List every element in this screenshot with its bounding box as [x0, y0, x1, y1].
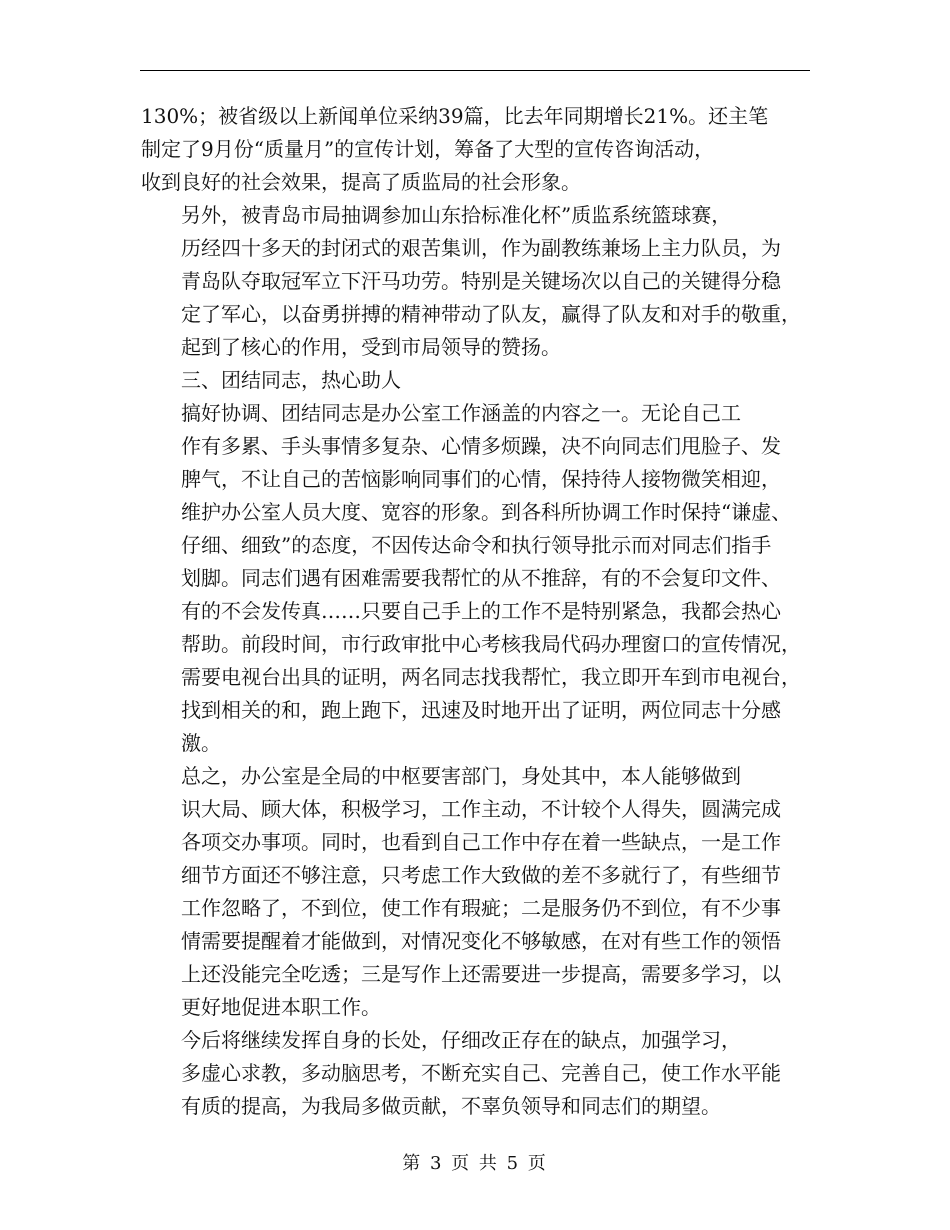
- text-line: 找到相关的和，跑上跑下，迅速及时地开出了证明，两位同志十分感: [181, 698, 781, 722]
- paragraph: [141, 1024, 811, 1123]
- text-line: 工作忽略了，不到位，使工作有瑕疵；二是服务仍不到位，有不少事: [181, 896, 781, 920]
- text-line: 历经四十多天的封闭式的艰苦集训，作为副教练兼场上主力队员，为: [181, 236, 781, 260]
- paragraph: [141, 397, 811, 760]
- page-number: 第 3 页 共 5 页: [402, 1153, 548, 1174]
- paragraph: [141, 364, 811, 397]
- text-line: 另外，被青岛市局抽调参加山东拾标准化杯”质监系统篮球赛，: [181, 203, 732, 227]
- text-line: 定了军心，以奋勇拼搏的精神带动了队友，赢得了队友和对手的敬重，: [181, 302, 801, 326]
- text-line: 作有多累、手头事情多复杂、心情多烦躁，决不向同志们甩脸子、发: [181, 434, 781, 458]
- paragraph: [141, 100, 811, 199]
- text-line: 总之，办公室是全局的中枢要害部门，身处其中，本人能够做到: [181, 764, 741, 788]
- text-line: 细节方面还不够注意，只考虑工作大致做的差不多就行了，有些细节: [181, 863, 781, 887]
- text-line: 三、团结同志，热心助人: [181, 368, 401, 392]
- document-body: [141, 100, 811, 1123]
- text-line: 维护办公室人员大度、宽容的形象。到各科所协调工作时保持“谦虚、: [181, 500, 792, 524]
- text-line: 更好地促进本职工作。: [181, 995, 381, 1019]
- header-rule: [140, 70, 810, 71]
- text-line: 情需要提醒着才能做到，对情况变化不够敏感，在对有些工作的领悟: [181, 929, 781, 953]
- text-line: 上还没能完全吃透；三是写作上还需要进一步提高，需要多学习，以: [181, 962, 781, 986]
- text-line: 各项交办事项。同时，也看到自己工作中存在着一些缺点，一是工作: [181, 830, 781, 854]
- text-line: 识大局、顾大体，积极学习，工作主动，不计较个人得失，圆满完成: [181, 797, 781, 821]
- text-line: 激。: [181, 731, 221, 755]
- text-line: 制定了9月份“质量月”的宣传计划，筹备了大型的宣传咨询活动，: [141, 137, 715, 161]
- paragraph: [141, 199, 811, 364]
- text-line: 有质的提高，为我局多做贡献，不辜负领导和同志们的期望。: [181, 1094, 721, 1118]
- text-line: 搞好协调、团结同志是办公室工作涵盖的内容之一。无论自己工: [181, 401, 741, 425]
- paragraph: [141, 760, 811, 1024]
- text-line: 起到了核心的作用，受到市局领导的赞扬。: [181, 335, 561, 359]
- text-line: 多虚心求教，多动脑思考，不断充实自己、完善自己，使工作水平能: [181, 1061, 781, 1085]
- text-line: 帮助。前段时间，市行政审批中心考核我局代码办理窗口的宣传情况，: [181, 632, 801, 656]
- text-line: 130%；被省级以上新闻单位采纳39篇，比去年同期增长21%。还主笔: [141, 104, 769, 128]
- text-line: 需要电视台出具的证明，两名同志找我帮忙，我立即开车到市电视台，: [181, 665, 801, 689]
- text-line: 划脚。同志们遇有困难需要我帮忙的从不推辞，有的不会复印文件、: [181, 566, 781, 590]
- text-line: 脾气，不让自己的苦恼影响同事们的心情，保持待人接物微笑相迎，: [181, 467, 781, 491]
- text-line: 有的不会发传真……只要自己手上的工作不是特别紧急，我都会热心: [181, 599, 781, 623]
- text-line: 青岛队夺取冠军立下汗马功劳。特别是关键场次以自己的关键得分稳: [181, 269, 781, 293]
- text-line: 仔细、细致”的态度，不因传达命令和执行领导批示而对同志们指手: [181, 533, 772, 557]
- text-line: 收到良好的社会效果，提高了质监局的社会形象。: [141, 170, 581, 194]
- text-line: 今后将继续发挥自身的长处，仔细改正存在的缺点，加强学习，: [181, 1028, 741, 1052]
